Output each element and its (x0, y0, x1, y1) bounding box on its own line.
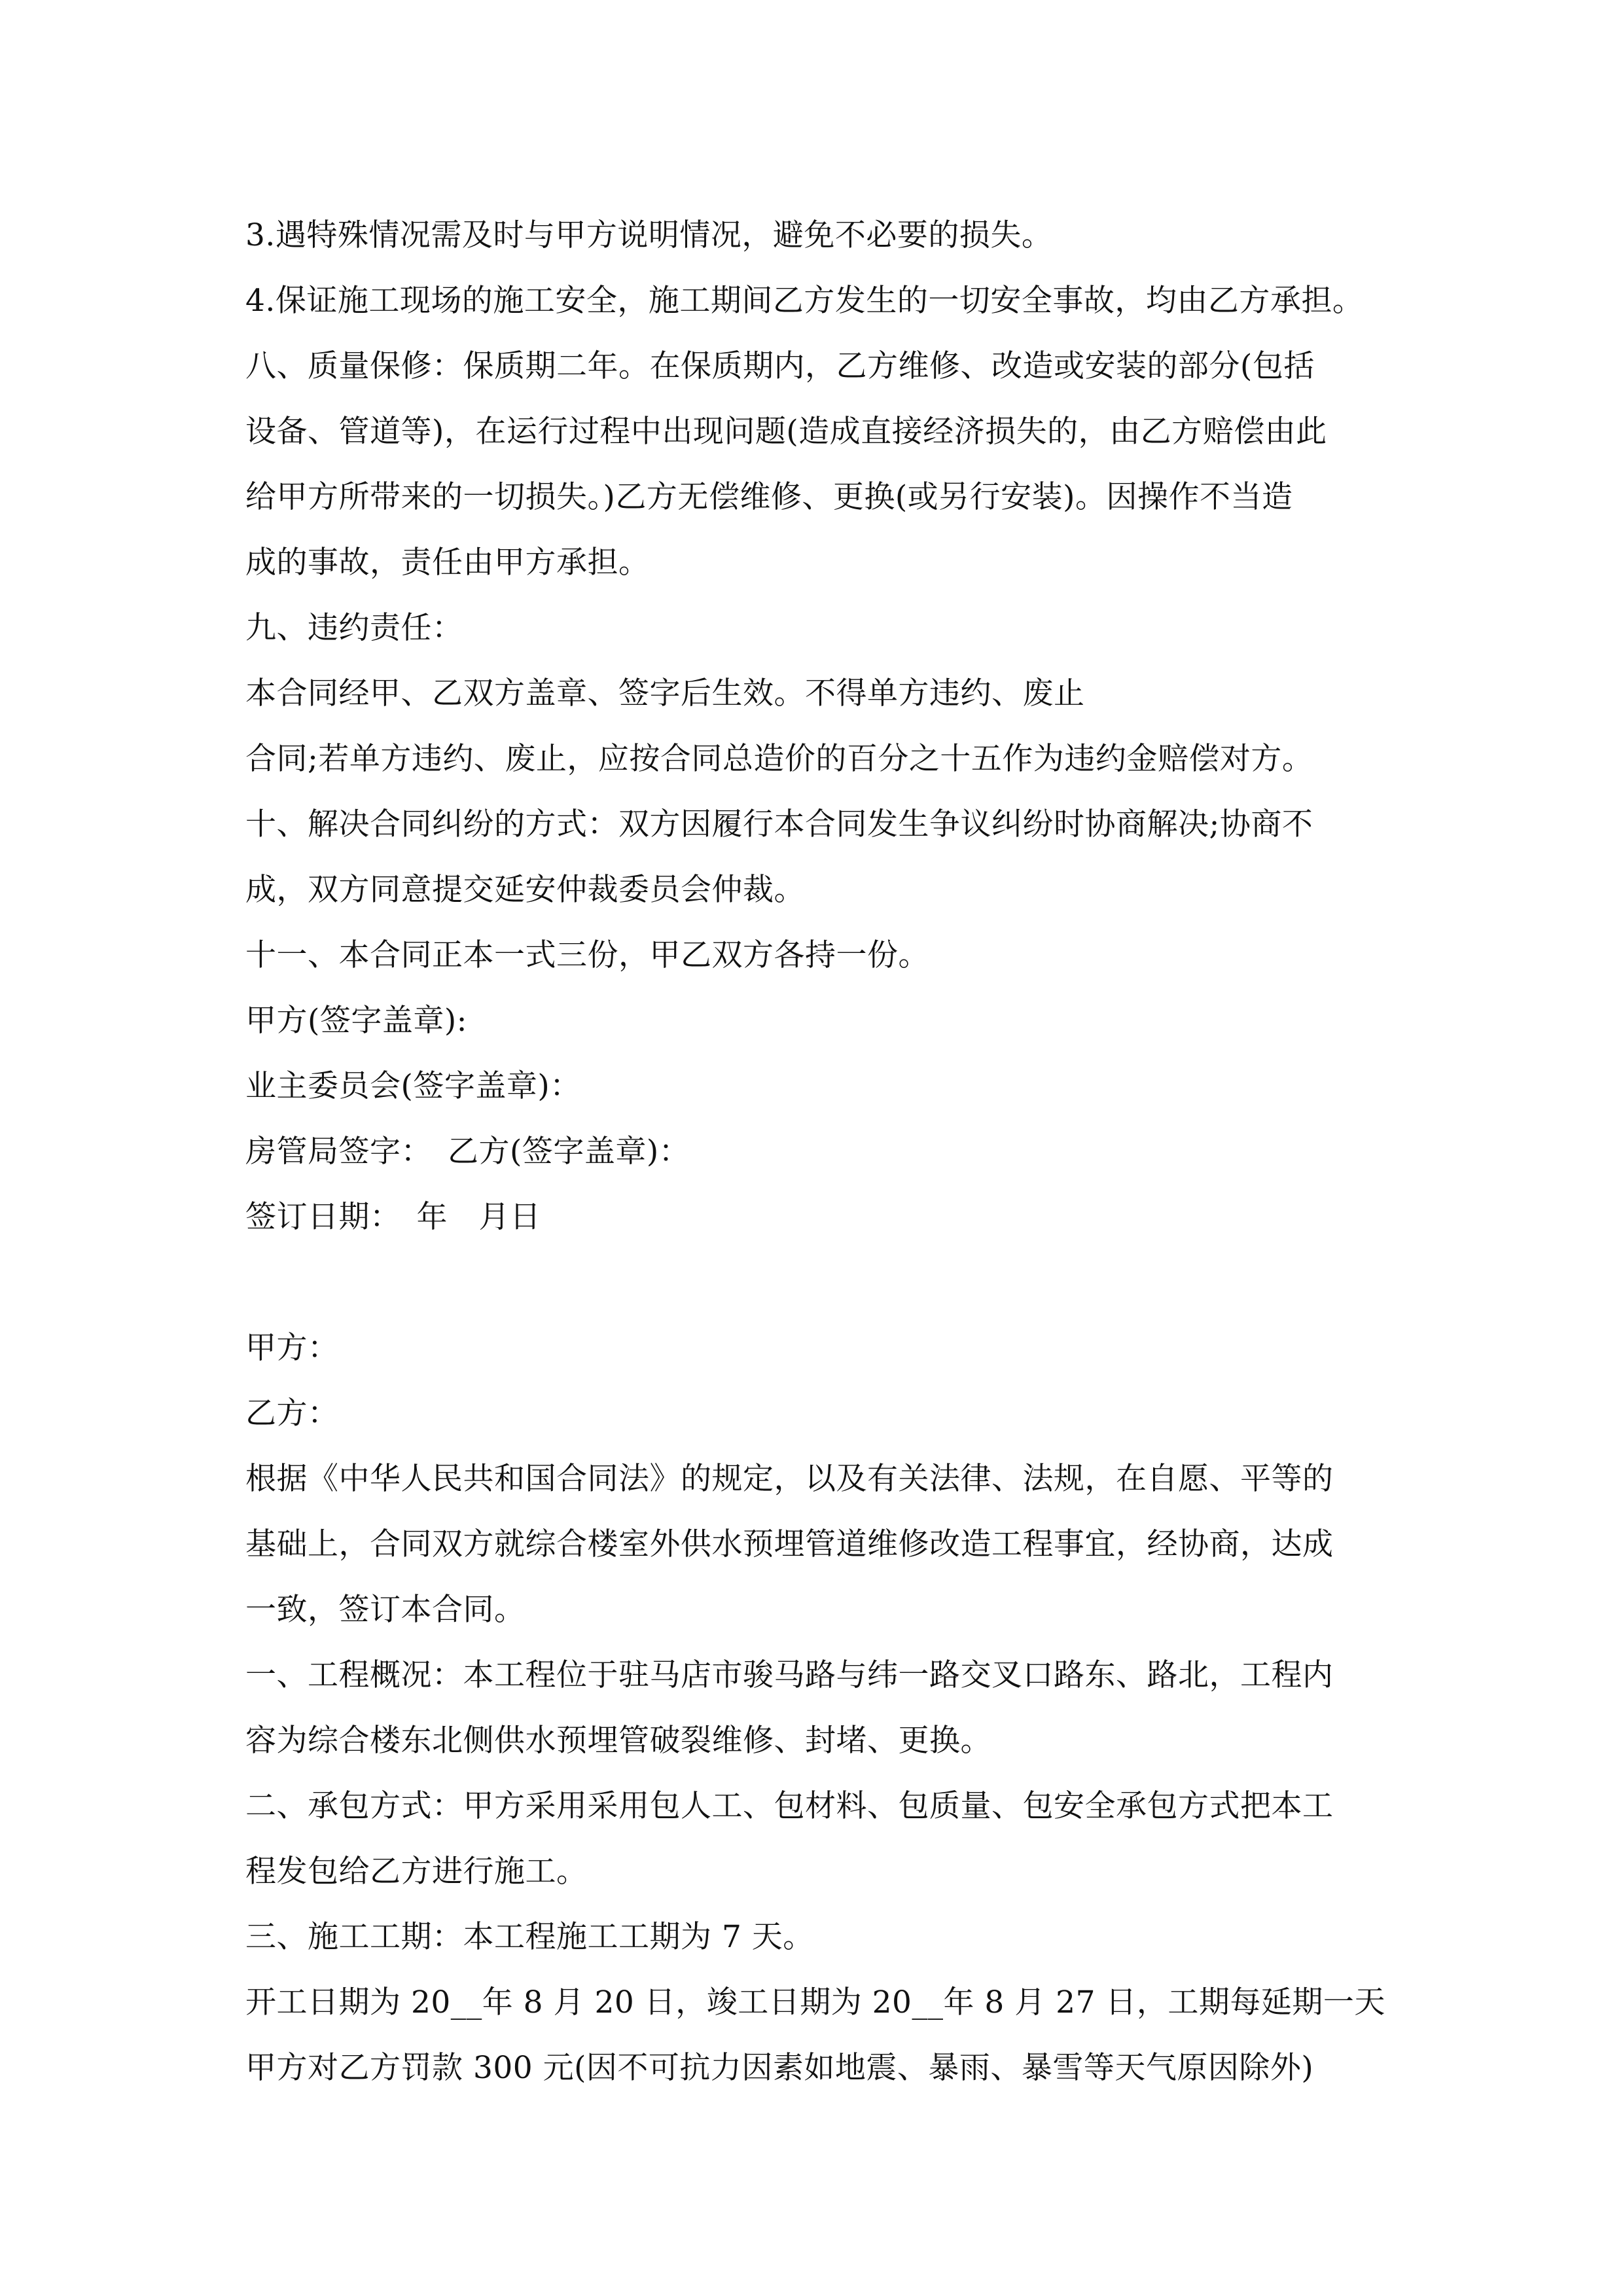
text-line: 乙方： (245, 1395, 339, 1431)
text-line: 十一、本合同正本一式三份，甲乙双方各持一份。 (245, 937, 929, 973)
text-line: 容为综合楼东北侧供水预埋管破裂维修、封堵、更换。 (245, 1723, 991, 1759)
contract-section-clauses (245, 203, 1397, 1250)
text-line: 房管局签字： 乙方(签字盖章)： (245, 1134, 690, 1170)
text-line: 程发包给乙方进行施工。 (245, 1854, 588, 1890)
text-line: 设备、管道等)，在运行过程中出现问题(造成直接经济损失的，由乙方赔偿由此 (245, 414, 1327, 450)
text-line: 甲方： (245, 1330, 339, 1366)
text-line: 基础上，合同双方就综合楼室外供水预埋管道维修改造工程事宜，经协商，达成 (245, 1526, 1334, 1562)
text-line: 十、解决合同纠纷的方式：双方因履行本合同发生争议纠纷时协商解决;协商不 (245, 806, 1313, 842)
text-line: 业主委员会(签字盖章)： (245, 1068, 581, 1104)
text-line: 成的事故，责任由甲方承担。 (245, 545, 650, 581)
section-gap (245, 1250, 1397, 1316)
text-line: 八、质量保修：保质期二年。在保质期内，乙方维修、改造或安装的部分(包括 (245, 348, 1315, 384)
text-line: 九、违约责任： (245, 610, 463, 646)
text-line: 二、承包方式：甲方采用采用包人工、包材料、包质量、包安全承包方式把本工 (245, 1788, 1334, 1824)
text-line: 4.保证施工现场的施工安全，施工期间乙方发生的一切安全事故，均由乙方承担。 (245, 283, 1364, 319)
text-line: 本合同经甲、乙双方盖章、签字后生效。不得单方违约、废止 (245, 675, 1085, 711)
text-line: 签订日期： 年 月日 (245, 1199, 541, 1235)
text-line: 一、工程概况：本工程位于驻马店市骏马路与纬一路交叉口路东、路北，工程内 (245, 1657, 1334, 1693)
text-line: 成，双方同意提交延安仲裁委员会仲裁。 (245, 872, 805, 908)
text-line: 三、施工工期：本工程施工工期为 7 天。 (245, 1919, 814, 1955)
text-line: 甲方(签字盖章): (245, 1003, 468, 1039)
text-line: 甲方对乙方罚款 300 元(因不可抗力因素如地震、暴雨、暴雪等天气原因除外) (245, 2050, 1314, 2086)
contract-section-opening (245, 1316, 1397, 2101)
text-line: 给甲方所带来的一切损失。)乙方无偿维修、更换(或另行安装)。因操作不当造 (245, 479, 1293, 515)
text-line: 合同;若单方违约、废止，应按合同总造价的百分之十五作为违约金赔偿对方。 (245, 741, 1313, 777)
text-line: 根据《中华人民共和国合同法》的规定，以及有关法律、法规，在自愿、平等的 (245, 1461, 1334, 1497)
text-line: 开工日期为 20__年 8 月 20 日，竣工日期为 20__年 8 月 27 日，工期每延期一天 (245, 1984, 1385, 2020)
text-line: 3.遇特殊情况需及时与甲方说明情况，避免不必要的损失。 (245, 217, 1053, 253)
text-line: 一致，签订本合同。 (245, 1592, 526, 1628)
contract-text (245, 203, 1397, 2101)
